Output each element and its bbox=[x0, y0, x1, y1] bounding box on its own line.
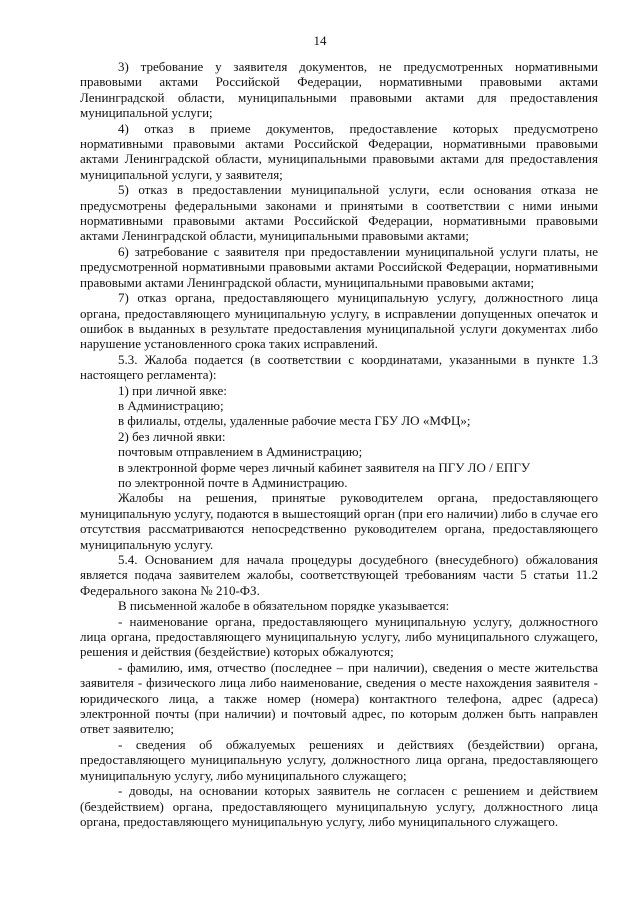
paragraph-electronic-form: в электронной форме через личный кабинет заявителя на ПГУ ЛО / ЕПГУ bbox=[118, 459, 531, 475]
paragraph-5-4: 5.4. Основанием для начала процедуры досудебного (внесудебного) обжалования является подача заявителем жалобы, соответствующей требованиям части 5 статьи 11.2 Федерального закона № 210-ФЗ. bbox=[80, 552, 598, 598]
paragraph-bullet-applicant: - фамилию, имя, отчество (последнее – при наличии), сведения о месте жительства заявителя - физического лица либо наименование, сведения о месте нахождения заявителя - юридического лица, а также номер (номера) контактного телефона, адрес (адреса) электронной почты (при наличии) и почтовый адрес, по которым должен быть направлен ответ заявителю; bbox=[80, 659, 598, 737]
paragraph-by-post: почтовым отправлением в Администрацию; bbox=[118, 444, 363, 460]
paragraph-item-5: 5) отказ в предоставлении муниципальной услуги, если основания отказа не предусмотрены федеральными законами и принятыми в соответствии с ними иными нормативными правовыми актами Российской Федерации, нормативными правовыми актами Ленинградской области, муниципальными правовыми актами; bbox=[80, 182, 598, 244]
paragraph-5-3: 5.3. Жалоба подается (в соответствии с координатами, указанными в пункте 1.3 настоящего регламента): bbox=[80, 351, 598, 383]
paragraph-to-administration: в Администрацию; bbox=[118, 397, 224, 413]
paragraph-bullet-arguments: - доводы, на основании которых заявитель не согласен с решением и действием (бездействием) органа, предоставляющего муниципальную услугу, должностного лица органа, предоставляющего муниципальную услугу, либо муниципального служащего. bbox=[80, 783, 598, 829]
paragraph-item-6: 6) затребование с заявителя при предоставлении муниципальной услуги платы, не предусмотренной нормативными правовыми актами Российской Федерации, нормативными правовыми актами Ленинградской области, муниципальными правовыми актами; bbox=[80, 243, 598, 290]
page-number: 14 bbox=[313, 33, 327, 48]
paragraph-written-complaint: В письменной жалобе в обязательном порядке указывается: bbox=[118, 598, 450, 614]
paragraph-item-7: 7) отказ органа, предоставляющего муниципальную услугу, должностного лица органа, предоставляющего муниципальную услугу, в исправлении допущенных опечаток и ошибок в выданных в результате предоставления муниципальной услуги документах либо нарушение установленного срока таких исправлений. bbox=[80, 290, 598, 352]
paragraph-item-4: 4) отказ в приеме документов, предоставление которых предусмотрено нормативными правовыми актами Российской Федерации, нормативными правовыми актами Ленинградской области, муниципальными правовыми актами для предоставления муниципальной услуги, у заявителя; bbox=[80, 120, 598, 182]
paragraph-mfc-branches: в филиалы, отделы, удаленные рабочие места ГБУ ЛО «МФЦ»; bbox=[118, 413, 471, 429]
paragraph-in-person: 1) при личной явке: bbox=[118, 382, 227, 398]
paragraph-by-email: по электронной почте в Администрацию. bbox=[118, 474, 348, 490]
paragraph-remote: 2) без личной явки: bbox=[118, 428, 226, 444]
document-body bbox=[80, 59, 598, 829]
paragraph-complaints-decisions: Жалобы на решения, принятые руководителем органа, предоставляющего муниципальную услугу, подаются в вышестоящий орган (при его наличии) либо в случае его отсутствия рассматриваются непосредственно руководителем органа, предоставляющего муниципальную услугу. bbox=[80, 490, 598, 552]
paragraph-bullet-decisions: - сведения об обжалуемых решениях и действиях (бездействии) органа, предоставляющего муниципальную услугу, должностного лица органа, предоставляющего муниципальную услугу, либо муниципального служащего; bbox=[80, 736, 598, 783]
paragraph-bullet-name: - наименование органа, предоставляющего муниципальную услугу, должностного лица органа, предоставляющего муниципальную услугу, либо муниципального служащего, решения и действия (бездействие) которых обжалуются; bbox=[80, 613, 598, 660]
paragraph-item-3: 3) требование у заявителя документов, не предусмотренных нормативными правовыми актами Российской Федерации, нормативными правовыми актами Ленинградской области, муниципальными правовыми актами для предоставления муниципальной услуги; bbox=[80, 59, 598, 121]
